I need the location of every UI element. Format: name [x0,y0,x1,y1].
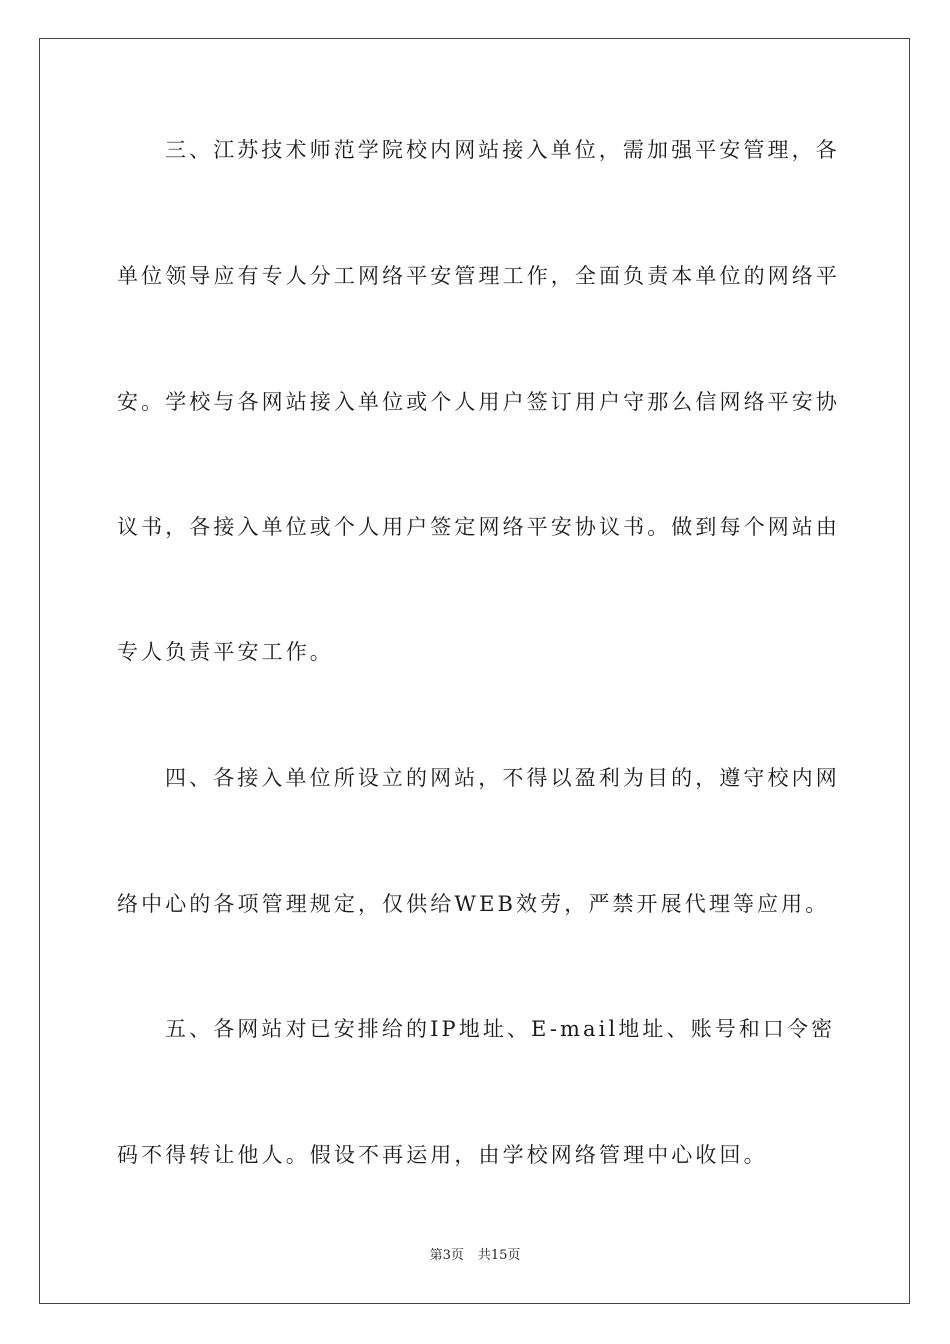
current-page-number: 第3页 [429,1248,464,1263]
paragraph-3-line-5: 专人负责平安工作。 [117,640,334,664]
paragraph-5-line-2: 码不得转让他人。假设不再运用，由学校网络管理中心收回。 [117,1143,768,1167]
paragraph-3-line-4: 议书，各接入单位或个人用户签定网络平安协议书。做到每个网站由 [117,515,840,539]
paragraph-4-line-1: 四、各接入单位所设立的网站，不得以盈利为目的，遵守校内网 [165,766,840,790]
paragraph-4-line-2: 络中心的各项管理规定，仅供给WEB效劳，严禁开展代理等应用。 [117,892,830,916]
paragraph-3-line-3: 安。学校与各网站接入单位或个人用户签订用户守那么信网络平安协 [117,390,840,414]
paragraph-5-line-1: 五、各网站对已安排给的IP地址、E-mail地址、账号和口令密 [165,1017,836,1041]
paragraph-3-line-2: 单位领导应有专人分工网络平安管理工作，全面负责本单位的网络平 [117,264,840,288]
page-footer [0,1246,950,1266]
paragraph-3-line-1: 三、江苏技术师范学院校内网站接入单位，需加强平安管理，各 [165,138,840,162]
total-page-count: 共15页 [477,1248,521,1263]
